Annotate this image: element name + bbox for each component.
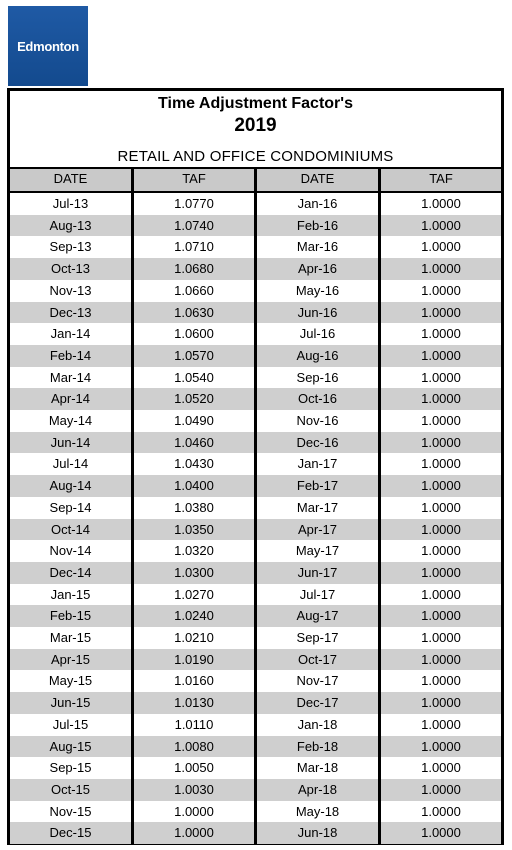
table-row (10, 822, 501, 844)
cell-taf-left: 1.0130 (131, 692, 257, 714)
cell-taf-right: 1.0000 (378, 736, 501, 758)
cell-taf-right: 1.0000 (378, 584, 501, 606)
cell-date-left: Jul-15 (10, 714, 131, 736)
table-row (10, 801, 501, 823)
cell-taf-right: 1.0000 (378, 280, 501, 302)
table-row (10, 388, 501, 410)
cell-date-right: Jul-17 (257, 584, 378, 606)
cell-taf-right: 1.0000 (378, 540, 501, 562)
cell-taf-right: 1.0000 (378, 801, 501, 823)
cell-date-right: Jan-18 (257, 714, 378, 736)
taf-table-sheet (7, 88, 504, 845)
cell-taf-right: 1.0000 (378, 562, 501, 584)
cell-date-right: Feb-16 (257, 215, 378, 237)
cell-date-right: Jan-17 (257, 453, 378, 475)
cell-taf-left: 1.0630 (131, 302, 257, 324)
column-header-taf-left: TAF (131, 169, 257, 191)
table-row (10, 670, 501, 692)
cell-date-left: Nov-15 (10, 801, 131, 823)
table-row (10, 649, 501, 671)
cell-taf-right: 1.0000 (378, 258, 501, 280)
cell-date-right: Feb-17 (257, 475, 378, 497)
cell-taf-left: 1.0460 (131, 432, 257, 454)
table-body (10, 193, 501, 844)
cell-date-left: Aug-13 (10, 215, 131, 237)
cell-taf-left: 1.0240 (131, 605, 257, 627)
cell-date-right: Aug-16 (257, 345, 378, 367)
cell-taf-right: 1.0000 (378, 627, 501, 649)
cell-taf-right: 1.0000 (378, 432, 501, 454)
cell-taf-left: 1.0710 (131, 236, 257, 258)
cell-taf-left: 1.0000 (131, 822, 257, 844)
cell-date-right: Apr-17 (257, 519, 378, 541)
cell-taf-left: 1.0540 (131, 367, 257, 389)
cell-date-right: Aug-17 (257, 605, 378, 627)
cell-date-right: Mar-18 (257, 757, 378, 779)
cell-taf-right: 1.0000 (378, 236, 501, 258)
cell-taf-left: 1.0660 (131, 280, 257, 302)
table-row (10, 562, 501, 584)
cell-date-left: Dec-14 (10, 562, 131, 584)
cell-date-right: Nov-16 (257, 410, 378, 432)
cell-taf-left: 1.0490 (131, 410, 257, 432)
table-row (10, 714, 501, 736)
column-header-taf-right: TAF (378, 169, 501, 191)
section-heading: RETAIL AND OFFICE CONDOMINIUMS (117, 148, 394, 165)
cell-taf-left: 1.0600 (131, 323, 257, 345)
cell-date-left: Sep-14 (10, 497, 131, 519)
cell-taf-right: 1.0000 (378, 757, 501, 779)
logo-text: Edmonton (17, 38, 79, 54)
cell-taf-left: 1.0050 (131, 757, 257, 779)
table-row (10, 475, 501, 497)
table-row (10, 757, 501, 779)
cell-date-left: Apr-14 (10, 388, 131, 410)
cell-date-right: Jul-16 (257, 323, 378, 345)
cell-taf-left: 1.0770 (131, 193, 257, 215)
cell-date-left: Jul-13 (10, 193, 131, 215)
taf-table (10, 167, 501, 844)
cell-date-right: Mar-16 (257, 236, 378, 258)
cell-date-right: Jun-16 (257, 302, 378, 324)
cell-date-left: Oct-14 (10, 519, 131, 541)
cell-taf-right: 1.0000 (378, 779, 501, 801)
cell-date-right: Jun-18 (257, 822, 378, 844)
table-row (10, 345, 501, 367)
cell-date-right: Apr-16 (257, 258, 378, 280)
table-row (10, 302, 501, 324)
cell-date-left: Dec-13 (10, 302, 131, 324)
cell-date-right: Feb-18 (257, 736, 378, 758)
cell-taf-left: 1.0520 (131, 388, 257, 410)
cell-date-left: Nov-13 (10, 280, 131, 302)
cell-taf-right: 1.0000 (378, 193, 501, 215)
cell-date-right: May-18 (257, 801, 378, 823)
table-row (10, 432, 501, 454)
cell-taf-left: 1.0030 (131, 779, 257, 801)
column-header-date-left: DATE (53, 171, 88, 186)
cell-date-left: Feb-15 (10, 605, 131, 627)
table-row (10, 215, 501, 237)
edmonton-logo (8, 6, 88, 86)
cell-taf-left: 1.0320 (131, 540, 257, 562)
cell-date-right: Oct-17 (257, 649, 378, 671)
table-row (10, 236, 501, 258)
cell-taf-right: 1.0000 (378, 714, 501, 736)
cell-date-left: May-15 (10, 670, 131, 692)
cell-date-right: Mar-17 (257, 497, 378, 519)
cell-taf-left: 1.0740 (131, 215, 257, 237)
cell-taf-left: 1.0190 (131, 649, 257, 671)
table-row (10, 323, 501, 345)
cell-taf-left: 1.0400 (131, 475, 257, 497)
page-title: Time Adjustment Factor's (158, 95, 353, 112)
cell-date-left: Oct-15 (10, 779, 131, 801)
cell-date-right: May-17 (257, 540, 378, 562)
table-row (10, 627, 501, 649)
table-row (10, 605, 501, 627)
cell-taf-right: 1.0000 (378, 215, 501, 237)
cell-date-left: May-14 (10, 410, 131, 432)
cell-date-left: Apr-15 (10, 649, 131, 671)
cell-taf-left: 1.0080 (131, 736, 257, 758)
cell-taf-right: 1.0000 (378, 345, 501, 367)
cell-taf-left: 1.0210 (131, 627, 257, 649)
table-row (10, 779, 501, 801)
cell-taf-right: 1.0000 (378, 410, 501, 432)
table-row (10, 584, 501, 606)
cell-taf-right: 1.0000 (378, 649, 501, 671)
cell-date-right: Dec-16 (257, 432, 378, 454)
cell-taf-right: 1.0000 (378, 367, 501, 389)
cell-date-left: Nov-14 (10, 540, 131, 562)
cell-taf-left: 1.0000 (131, 801, 257, 823)
cell-date-left: Oct-13 (10, 258, 131, 280)
table-row (10, 519, 501, 541)
cell-taf-right: 1.0000 (378, 692, 501, 714)
cell-taf-left: 1.0270 (131, 584, 257, 606)
table-row (10, 453, 501, 475)
cell-date-right: Jan-16 (257, 193, 378, 215)
cell-date-left: Jul-14 (10, 453, 131, 475)
table-row (10, 540, 501, 562)
cell-date-right: Jun-17 (257, 562, 378, 584)
year-heading: 2019 (234, 115, 277, 136)
cell-date-left: Jun-15 (10, 692, 131, 714)
table-row (10, 497, 501, 519)
cell-date-right: Nov-17 (257, 670, 378, 692)
cell-taf-right: 1.0000 (378, 822, 501, 844)
table-row (10, 692, 501, 714)
cell-date-left: Mar-14 (10, 367, 131, 389)
cell-date-left: Sep-15 (10, 757, 131, 779)
cell-date-right: Sep-17 (257, 627, 378, 649)
cell-taf-left: 1.0680 (131, 258, 257, 280)
table-row (10, 258, 501, 280)
cell-taf-right: 1.0000 (378, 302, 501, 324)
cell-date-left: Dec-15 (10, 822, 131, 844)
cell-taf-right: 1.0000 (378, 453, 501, 475)
column-header-date-right: DATE (300, 171, 335, 186)
cell-taf-right: 1.0000 (378, 388, 501, 410)
table-row (10, 193, 501, 215)
cell-taf-right: 1.0000 (378, 519, 501, 541)
cell-date-right: Oct-16 (257, 388, 378, 410)
cell-taf-right: 1.0000 (378, 497, 501, 519)
cell-taf-left: 1.0300 (131, 562, 257, 584)
cell-date-right: Apr-18 (257, 779, 378, 801)
cell-date-left: Sep-13 (10, 236, 131, 258)
cell-date-left: Jan-15 (10, 584, 131, 606)
cell-date-left: Jan-14 (10, 323, 131, 345)
cell-taf-left: 1.0380 (131, 497, 257, 519)
cell-date-left: Aug-15 (10, 736, 131, 758)
cell-taf-right: 1.0000 (378, 475, 501, 497)
cell-taf-left: 1.0570 (131, 345, 257, 367)
cell-date-right: May-16 (257, 280, 378, 302)
table-row (10, 736, 501, 758)
cell-date-left: Feb-14 (10, 345, 131, 367)
cell-taf-right: 1.0000 (378, 323, 501, 345)
cell-date-right: Dec-17 (257, 692, 378, 714)
table-row (10, 410, 501, 432)
table-row (10, 367, 501, 389)
cell-date-right: Sep-16 (257, 367, 378, 389)
cell-taf-right: 1.0000 (378, 605, 501, 627)
cell-date-left: Aug-14 (10, 475, 131, 497)
table-row (10, 280, 501, 302)
cell-taf-left: 1.0430 (131, 453, 257, 475)
cell-taf-left: 1.0350 (131, 519, 257, 541)
table-header-row (10, 167, 501, 193)
cell-date-left: Mar-15 (10, 627, 131, 649)
cell-taf-right: 1.0000 (378, 670, 501, 692)
cell-date-left: Jun-14 (10, 432, 131, 454)
cell-taf-left: 1.0160 (131, 670, 257, 692)
cell-taf-left: 1.0110 (131, 714, 257, 736)
